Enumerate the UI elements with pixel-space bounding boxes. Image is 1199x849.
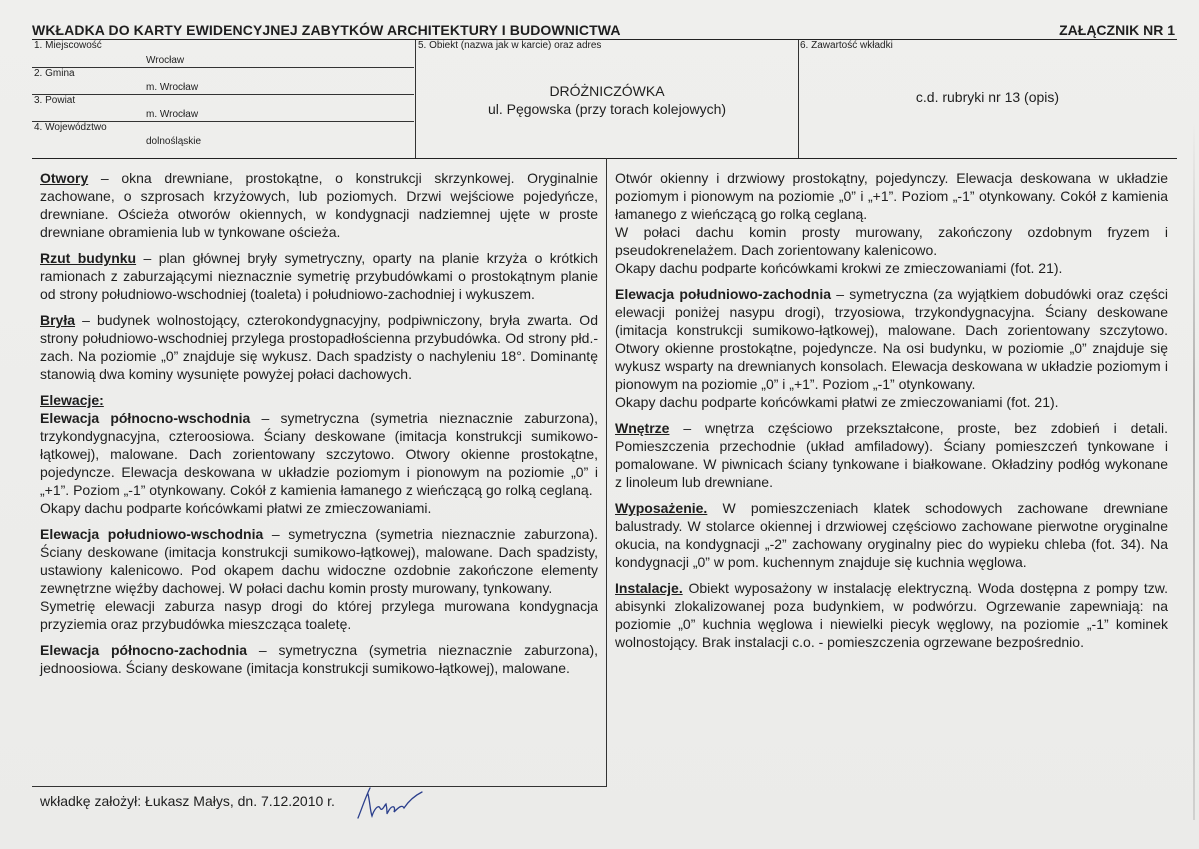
- paragraph-continuation: [615, 169, 1168, 277]
- paragraph-text: – symetryczna (symetria nieznacznie zaburzona), trzykondygnacyjna, czteroosiowa. Ściany deskowane (imitacja konstrukcji sumikowo-łątkowej), malowane. Dach zorientowany szczytowo. Otwory okienne prostokątne, pojedyncze. Elewacja deskowana w układzie poziomym i pionowym na poziomie „0” i „+1”. Poziom „-1” otynkowany. Cokół z kamienia łamanego z wieńczącą go rolką ceglaną.: [40, 410, 598, 498]
- contents-value: c.d. rubryki nr 13 (opis): [915, 89, 1060, 105]
- bottom-rule: [32, 786, 606, 787]
- paragraph-text: Okapy dachu podparte końcówkami płatwi ze zmieczowaniami (fot. 21).: [615, 394, 1059, 410]
- paragraph-text: – symetryczna (za wyjątkiem dobudówki oraz części elewacji poniżej nasypu drogi), trzyosiowa, trzykondygnacyjna. Ściany deskowane (imitacja konstrukcji sumikowo-łątkowej), malowane. Dach zorientowany szczytowo. Otwory okienne prostokątne, pojedyncze. Na osi budynku, w poziomie „0” znajduje się wykusz wsparty na drewnianych konsolach. Elewacja deskowana w układzie poziomym i pionowym na poziomie „0” i „+1”. Poziom „-1” otynkowany.: [615, 286, 1168, 392]
- paragraph-text: Okapy dachu podparte końcówkami płatwi ze zmieczowaniami.: [40, 500, 432, 516]
- paragraph-text: Okapy dachu podparte końcówkami krokwi ze zmieczowaniami (fot. 21).: [615, 260, 1063, 276]
- field-powiat: [32, 95, 414, 122]
- paragraph-text: – plan głównej bryły symetryczny, oparty na planie krzyża o krótkich ramionach z zaburzającymi nieznacznie symetrię przybudówkami o prostokątnym planie od strony południowo-wschodniej (toaleta) i południowo-zachodniej i wykuszem.: [40, 250, 599, 302]
- subsection-heading: Elewacja północno-wschodnia: [40, 410, 251, 426]
- author-line: wkładkę założył: Łukasz Małys, dn. 7.12.2010 r.: [40, 793, 335, 809]
- field-label: 2. Gmina: [34, 68, 75, 79]
- paragraph-text: – okna drewniane, prostokątne, o konstrukcji skrzynkowej. Oryginalnie zachowane, o szprosach krzyżowych, lub poziomych. Drzwi wejściowe pojedyńcze, drewniane. Ościeża otworów okiennych, w kondygnacji nadziemnej ujęte w proste drewniane obramienia lub w tynkowane ościeża.: [40, 170, 598, 240]
- contents-column: [798, 40, 1177, 158]
- field-wojewodztwo: [32, 122, 414, 158]
- section-heading: Wyposażenie.: [615, 500, 708, 516]
- subsection-heading: Elewacja południowo-zachodnia: [615, 286, 832, 302]
- header-table: [32, 40, 1177, 159]
- paragraph-instalacje: [615, 579, 1168, 651]
- object-address: ul. Pęgowska (przy torach kolejowych): [487, 101, 727, 117]
- paragraph-text: Obiekt wyposażony w instalację elektryczną. Woda dostępna z pompy tzw. abisynki zlokalizowanej poza budynkiem, w podwórzu. Ogrzewanie zapewniają: na poziomie „0” kuchnia węglowa i niewielki piecyk węglowy, na poziomie „-1” kominek wolnostojący. Brak instalacji c.o. - pomieszczenia ogrzewane bezpośrednio.: [615, 580, 1168, 650]
- scan-artifact: [1193, 120, 1195, 820]
- paragraph-text: Symetrię elewacji zaburza nasyp drogi do której przylega murowana kondygnacja przyziemia oraz przybudówka mieszcząca toaletę.: [40, 598, 598, 632]
- paragraph-text: W połaci dachu komin prosty murowany, zakończony ozdobnym fryzem i pseudokrenelażem. Dach zorientowany kalenicowo.: [615, 224, 1168, 258]
- location-column: [32, 40, 414, 158]
- field-label: 6. Zawartość wkładki: [800, 40, 893, 51]
- column-divider: [606, 158, 607, 787]
- description-right-column: [615, 169, 1168, 659]
- elewacje-heading: Elewacje:: [40, 392, 104, 408]
- annex-number: ZAŁĄCZNIK NR 1: [1059, 22, 1175, 38]
- field-label: 4. Województwo: [34, 122, 107, 133]
- subsection-heading: Elewacja południowo-wschodnia: [40, 526, 264, 542]
- document-title: WKŁADKA DO KARTY EWIDENCYJNEJ ZABYTKÓW ARCHITEKTURY I BUDOWNICTWA: [32, 22, 621, 38]
- field-value: dolnośląskie: [146, 136, 202, 147]
- paragraph-rzut: [40, 249, 598, 303]
- field-label: 3. Powiat: [34, 95, 76, 106]
- field-value: m. Wrocław: [146, 82, 199, 93]
- section-heading: Rzut budynku: [40, 250, 137, 266]
- paragraph-otwory: [40, 169, 598, 241]
- description-left-column: [40, 169, 598, 685]
- paragraph-text: – wnętrza częściowo przekształcone, proste, bez zdobień i detali. Pomieszczenia przechodnie (układ amfiladowy). Ściany pomieszczeń tynkowane i pomalowane. W piwnicach ściany tynkowane i białkowane. Okładziny podłóg wykonane z linoleum lub drewniane.: [615, 420, 1168, 490]
- field-value: m. Wrocław: [146, 109, 199, 120]
- section-heading: Instalacje.: [615, 580, 683, 596]
- object-column: [415, 40, 799, 158]
- paragraph-text: Otwór okienny i drzwiowy prostokątny, pojedynczy. Elewacja deskowana w układzie poziomym i pionowym na poziomie „0” i „+1”. Poziom „-1” otynkowany. Cokół z kamienia łamanego z wieńczącą go rolką ceglaną.: [615, 170, 1168, 222]
- paragraph-elewacja-pd-wsch: [40, 525, 598, 633]
- paragraph-elewacja-pn-zach: [40, 641, 598, 677]
- section-heading: Bryła: [40, 312, 76, 328]
- paragraph-text: W pomieszczeniach klatek schodowych zachowane drewniane balustrady. W stolarce okiennej i drzwiowej częściowo zachowane pierwotne oryginalne okucia, na kondygnacji „-2” zachowany oryginalny piec do wypieku chleba (fot. 34). Na kondygnacji „0” w pom. kuchennym znajduje się kuchnia węglowa.: [615, 500, 1168, 570]
- paragraph-bryla: [40, 311, 598, 383]
- paragraph-text: – symetryczna (symetria nieznacznie zaburzona), jednoosiowa. Ściany deskowane (imitacja konstrukcji sumikowo-łątkowej), malowane.: [40, 642, 599, 676]
- field-label: 5. Obiekt (nazwa jak w karcie) oraz adres: [418, 40, 602, 51]
- field-label: 1. Miejscowość: [34, 40, 102, 51]
- field-gmina: [32, 68, 414, 95]
- paragraph-elewacja-pd-zach: [615, 285, 1168, 411]
- object-name: DRÓŻNICZÓWKA: [549, 83, 665, 99]
- section-heading: Wnętrze: [615, 420, 670, 436]
- section-heading: Otwory: [40, 170, 89, 186]
- paragraph-text: – symetryczna (symetria nieznacznie zaburzona). Ściany deskowane (imitacja konstrukcji sumikowo-łątkowej), malowane. Dach spadzisty, ustawiony kalenicowo. Pod okapem dachu widoczne ozdobnie zakończone elementy zewnętrzne więźby dachowej. W połaci dachu komin prosty murowany, tynkowany.: [40, 526, 598, 596]
- paragraph-text: – budynek wolnostojący, czterokondygnacyjny, podpiwniczony, bryła zwarta. Od strony południowo-wschodniej przylega prostopadłościenna przybudówka. Od strony płd.-zach. Na poziomie „0” znajduje się wykusz. Dach spadzisty o nachyleniu 18°. Dominantę stanowią dwa kominy wysunięte powyżej połaci dachowych.: [40, 312, 598, 382]
- paragraph-wyposazenie: [615, 499, 1168, 571]
- paragraph-wnetrze: [615, 419, 1168, 491]
- paragraph-elewacja-pn-wsch: [40, 409, 598, 517]
- field-miejscowosc: [32, 40, 414, 68]
- field-value: Wrocław: [146, 55, 185, 66]
- subsection-heading: Elewacja północno-zachodnia: [40, 642, 248, 658]
- signature: [352, 782, 428, 822]
